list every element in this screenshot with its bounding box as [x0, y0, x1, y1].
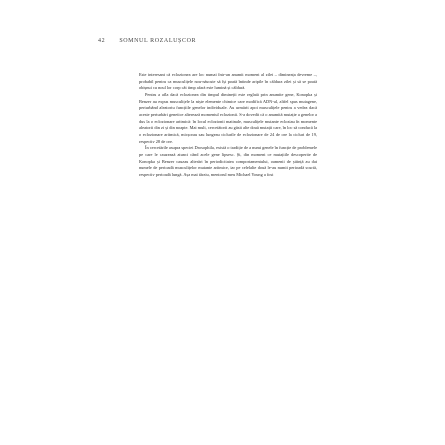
running-head: [98, 38, 196, 44]
paragraph: În cercetările asupra speciei Drosophila, există o tradiție de a numi genele în funcție de problemele pe care le cauzează atunci când acele gene lipsesc. Și, din moment ce mutațiile descoperite de Konopka și Benzer cauzau alterări în periodicitatea comportamentului, oamenii de știință au dat numele de perioadă musculițelor mutante aritmice, iar pe celelalte două le-au numit perioadă scurtă, respectiv perioadă lungă. Așa mai târziu, mentorul meu Michael Young a fost: [139, 145, 317, 177]
body-text: [139, 72, 317, 179]
paragraph: Este interesant că eclozionea are loc numai într-un anumit moment al zilei – dimineața devreme –, probabil pentru ca musculițele nou-născute să își poată întinde aripile în căldura zilei și să se poată obișnui cu noul lor corp cât timp afară este lumină și căldură.: [139, 72, 317, 91]
running-title: SOMNUL ROZALUȘCOR: [119, 38, 197, 44]
page-number: 42: [98, 38, 106, 44]
paragraph: Pentru a afla dacă eclozionea din timpul dimineții este reglată prin anumite gene, Konopka și Benzer au expus musculițele la niște elemente chimice care modifică ADN-ul, altfel spus mutagene, perturbând aleatoriu funcțiile genelor individuale. Au urmărit apoi musculițele pentru a vedea dacă aceste perturbări genetice alterează momentul eclozionii. S-a dovedit că o anumită mutație a genelor a dus la o eclozionare aritmică: în locul eclozionii matinale, musculițele mutante ecloziau în momente aleatorii din zi și din noapte. Mai mult, cercetătorii au găsit alte două mutații care, în loc să conducă la o eclozionare aritmică, micșorau sau lungeau ciclurile de eclozionare de 24 de ore la cicluri de 19, respectiv 28 de ore.: [139, 91, 317, 144]
